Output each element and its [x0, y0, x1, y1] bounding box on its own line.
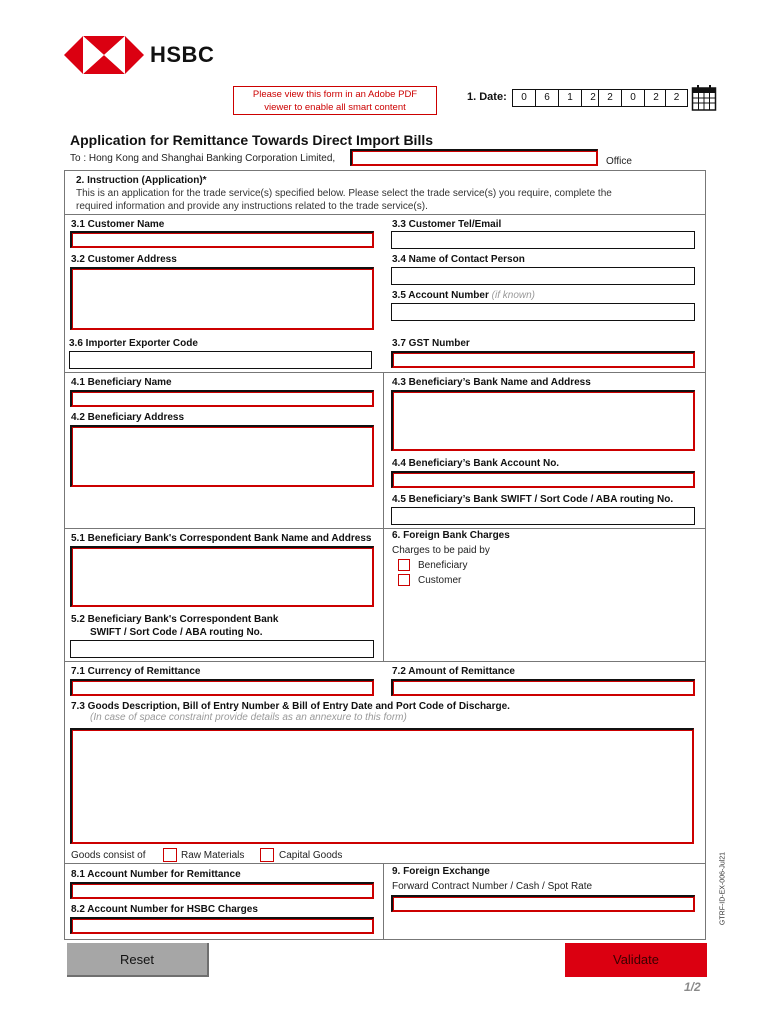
- beneficiary-name-label: 4.1 Beneficiary Name: [71, 377, 172, 388]
- beneficiary-account-label: 4.4 Beneficiary’s Bank Account No.: [392, 458, 560, 469]
- customer-address-label: 3.2 Customer Address: [71, 254, 177, 265]
- beneficiary-bank-field[interactable]: [391, 390, 695, 451]
- gst-number-field[interactable]: [391, 351, 695, 368]
- pdf-viewer-notice: [233, 86, 437, 115]
- divider: [64, 863, 706, 864]
- office-name-field[interactable]: [350, 149, 598, 166]
- goods-description-field[interactable]: [70, 728, 694, 844]
- notice-line-1: Please view this form in an Adobe PDF: [252, 89, 418, 100]
- customer-address-field[interactable]: [70, 267, 374, 330]
- gst-number-label: 3.7 GST Number: [392, 338, 470, 349]
- form-title: Application for Remittance Towards Direct Import Bills: [70, 132, 434, 148]
- hsbc-charges-account-field[interactable]: [70, 917, 374, 934]
- column-divider: [383, 372, 384, 528]
- beneficiary-option-label: Beneficiary: [418, 560, 468, 571]
- calendar-icon[interactable]: [691, 84, 717, 112]
- divider: [64, 661, 706, 662]
- raw-materials-label: Raw Materials: [181, 850, 245, 861]
- form-code: GTRF-ID-EX-006-Jul21: [719, 851, 727, 926]
- correspondent-swift-field[interactable]: [70, 640, 374, 658]
- date-digit-4[interactable]: 2: [581, 89, 605, 107]
- beneficiary-address-label: 4.2 Beneficiary Address: [71, 412, 185, 423]
- date-digit-7[interactable]: 2: [644, 89, 668, 107]
- instruction-text-1: This is an application for the trade service(s) specified below. Please select the trade service(s) you require, complete the: [76, 188, 612, 199]
- to-label: To : Hong Kong and Shanghai Banking Corporation Limited,: [70, 153, 336, 164]
- notice-line-2: viewer to enable all smart content: [264, 102, 406, 113]
- beneficiary-swift-field[interactable]: [391, 507, 695, 525]
- contact-person-field[interactable]: [391, 267, 695, 285]
- column-divider: [383, 863, 384, 940]
- currency-field[interactable]: [70, 679, 374, 696]
- instruction-text-2: required information and provide any instructions related to the trade service(s).: [76, 201, 428, 212]
- currency-label: 7.1 Currency of Remittance: [71, 666, 201, 677]
- date-label: 1. Date:: [467, 91, 507, 103]
- divider: [64, 214, 706, 215]
- customer-option-label: Customer: [418, 575, 462, 586]
- correspondent-swift-label-2: SWIFT / Sort Code / ABA routing No.: [90, 627, 263, 638]
- date-digit-5[interactable]: 2: [598, 89, 622, 107]
- date-digit-3[interactable]: 1: [558, 89, 582, 107]
- date-digit-8[interactable]: 2: [665, 89, 688, 107]
- remittance-account-field[interactable]: [70, 882, 374, 899]
- importer-exporter-code-field[interactable]: [69, 351, 372, 369]
- divider: [64, 372, 706, 373]
- foreign-exchange-sublabel: Forward Contract Number / Cash / Spot Rate: [392, 881, 593, 892]
- goods-description-hint: (In case of space constraint provide details as an annexure to this form): [90, 712, 407, 723]
- date-digit-2[interactable]: 6: [535, 89, 559, 107]
- instruction-title: 2. Instruction (Application)*: [76, 175, 207, 186]
- customer-tel-label: 3.3 Customer Tel/Email: [392, 219, 502, 230]
- beneficiary-bank-label: 4.3 Beneficiary’s Bank Name and Address: [392, 377, 591, 388]
- correspondent-bank-label: 5.1 Beneficiary Bank's Correspondent Bank Name and Address: [71, 533, 372, 544]
- account-number-label-text: 3.5 Account Number: [392, 290, 489, 301]
- date-digit-1[interactable]: 0: [512, 89, 536, 107]
- capital-goods-label: Capital Goods: [279, 850, 343, 861]
- date-digit-6[interactable]: 0: [621, 89, 645, 107]
- capital-goods-checkbox[interactable]: [260, 848, 274, 862]
- hsbc-logo: [64, 36, 144, 74]
- beneficiary-name-field[interactable]: [70, 390, 374, 407]
- office-label: Office: [606, 156, 632, 167]
- brand-name: HSBC: [150, 42, 215, 67]
- beneficiary-checkbox[interactable]: [398, 559, 410, 571]
- column-divider: [383, 528, 384, 661]
- customer-name-field[interactable]: [70, 231, 374, 248]
- reset-button[interactable]: Reset: [67, 943, 209, 977]
- amount-label: 7.2 Amount of Remittance: [392, 666, 515, 677]
- contact-person-label: 3.4 Name of Contact Person: [392, 254, 525, 265]
- raw-materials-checkbox[interactable]: [163, 848, 177, 862]
- beneficiary-swift-label: 4.5 Beneficiary’s Bank SWIFT / Sort Code / ABA routing No.: [392, 494, 674, 505]
- divider: [64, 528, 706, 529]
- beneficiary-account-field[interactable]: [391, 471, 695, 488]
- correspondent-bank-field[interactable]: [70, 546, 374, 607]
- page-number: 1/2: [684, 980, 701, 994]
- charges-paid-by-label: Charges to be paid by: [392, 545, 490, 556]
- importer-exporter-code-label: 3.6 Importer Exporter Code: [69, 338, 198, 349]
- account-number-hint: (if known): [491, 290, 536, 301]
- account-number-field[interactable]: [391, 303, 695, 321]
- account-number-label: [392, 290, 535, 301]
- goods-consist-label: Goods consist of: [71, 850, 146, 861]
- amount-field[interactable]: [391, 679, 695, 696]
- foreign-exchange-field[interactable]: [391, 895, 695, 912]
- customer-tel-field[interactable]: [391, 231, 695, 249]
- correspondent-swift-label-1: 5.2 Beneficiary Bank's Correspondent Bank: [71, 614, 279, 625]
- foreign-bank-charges-label: 6. Foreign Bank Charges: [392, 530, 510, 541]
- customer-checkbox[interactable]: [398, 574, 410, 586]
- foreign-exchange-label: 9. Foreign Exchange: [392, 866, 490, 877]
- remittance-account-label: 8.1 Account Number for Remittance: [71, 869, 241, 880]
- customer-name-label: 3.1 Customer Name: [71, 219, 165, 230]
- goods-description-label: 7.3 Goods Description, Bill of Entry Number & Bill of Entry Date and Port Code of Discharge.: [71, 701, 510, 712]
- beneficiary-address-field[interactable]: [70, 425, 374, 487]
- hsbc-charges-account-label: 8.2 Account Number for HSBC Charges: [71, 904, 258, 915]
- validate-button[interactable]: Validate: [565, 943, 707, 977]
